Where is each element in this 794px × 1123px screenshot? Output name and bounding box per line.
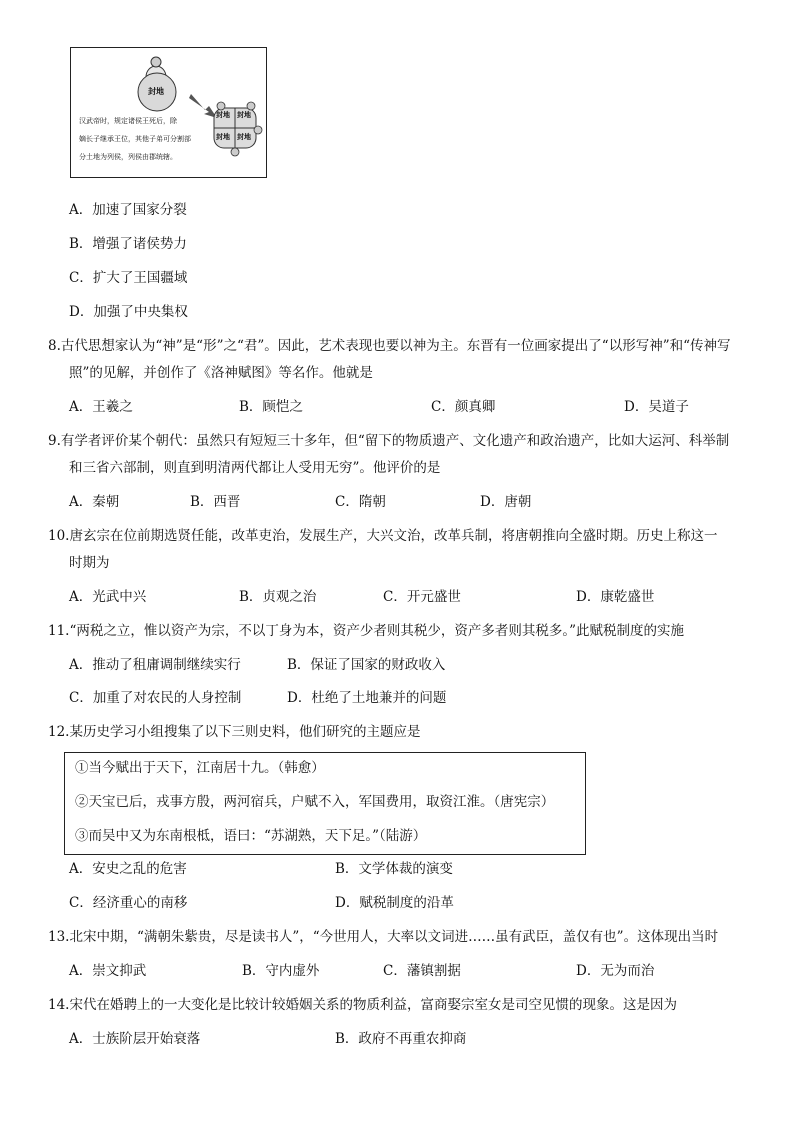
fief-cell-label: 封地	[237, 110, 251, 119]
lord-head-icon	[151, 57, 161, 67]
q9-option-c: C．隋朝	[335, 494, 386, 510]
q10-option-c: C．开元盛世	[383, 589, 461, 605]
figure-caption-line: 嫡长子继承王位，其他子弟可分割部	[79, 135, 191, 143]
q12-source: ③而吴中又为东南根柢，语曰：“苏湖熟，天下足。”（陆游）	[75, 828, 427, 844]
q9-stem: 9.有学者评价某个朝代：虽然只有短短三十多年，但“留下的物质遗产、文化遗产和政治遗产，比如大运河、科举制	[48, 433, 730, 449]
q13-stem: 13.北宋中期，“满朝朱紫贵，尽是读书人”，“今世用人，大率以文词进……虽有武臣，盖仅有也”。这体现出当时	[48, 929, 719, 945]
q14-option-b: B．政府不再重农抑商	[335, 1031, 467, 1047]
fief-label: 封地	[148, 86, 164, 96]
q11-stem: 11.“两税之立，惟以资产为宗，不以丁身为本，资产少者则其税少，资产多者则其税多。”此赋税制度的实施	[48, 623, 685, 639]
figure-caption-line: 汉武帝时，规定诸侯王死后，除	[79, 117, 177, 125]
q10-stem-cont: 时期为	[69, 555, 110, 571]
q14-option-a: A．士族阶层开始衰落	[69, 1031, 201, 1047]
q10-option-a: A．光武中兴	[69, 589, 147, 605]
q9-option-b: B．西晋	[190, 494, 241, 510]
q12-option-d: D．赋税制度的沿革	[335, 895, 454, 911]
fief-cell-label: 封地	[237, 132, 251, 141]
q8-option-d: D．吴道子	[624, 399, 689, 415]
q7-option-a: A．加速了国家分裂	[69, 202, 187, 218]
q10-option-d: D．康乾盛世	[576, 589, 655, 605]
fief-cell-label: 封地	[216, 132, 230, 141]
q10-option-b: B．贞观之治	[239, 589, 317, 605]
q10-stem: 10.唐玄宗在位前期选贤任能，改革吏治，发展生产，大兴文治，改革兵制，将唐朝推向全盛时期。历史上称这一	[48, 528, 718, 544]
fief-cell-label: 封地	[216, 110, 230, 119]
figure-caption-line: 分土地为列侯，列侯由郡统辖。	[79, 153, 177, 161]
q13-option-a: A．崇文抑武	[69, 963, 147, 979]
q11-option-c: C．加重了对农民的人身控制	[69, 690, 242, 706]
q11-option-a: A．推动了租庸调制继续实行	[69, 657, 241, 673]
q12-source: ①当今赋出于天下，江南居十九。（韩愈）	[75, 760, 325, 776]
q12-source-box	[64, 752, 586, 855]
q9-option-a: A．秦朝	[69, 494, 120, 510]
q12-option-c: C．经济重心的南移	[69, 895, 188, 911]
q9-stem-cont: 和三省六部制，则直到明清两代都让人受用无穷”。他评价的是	[69, 460, 441, 476]
q12-option-b: B．文学体裁的演变	[335, 861, 453, 877]
arrow-icon	[189, 94, 217, 118]
q7-option-d: D．加强了中央集权	[69, 304, 188, 320]
q12-source: ②天宝已后，戎事方殷，两河宿兵，户赋不入，军国费用，取资江淮。（唐宪宗）	[75, 794, 555, 810]
q8-option-a: A．王羲之	[69, 399, 133, 415]
question-7-figure	[70, 47, 267, 178]
q13-option-c: C．藩镇割据	[383, 963, 461, 979]
q11-option-b: B．保证了国家的财政收入	[287, 657, 446, 673]
q12-option-a: A．安史之乱的危害	[69, 861, 187, 877]
q11-option-d: D．杜绝了土地兼并的问题	[287, 690, 447, 706]
q13-option-b: B．守内虚外	[242, 963, 320, 979]
q7-option-c: C．扩大了王国疆域	[69, 270, 188, 286]
q8-option-b: B．顾恺之	[239, 399, 303, 415]
q13-option-d: D．无为而治	[576, 963, 655, 979]
q12-stem: 12.某历史学习小组搜集了以下三则史料，他们研究的主题应是	[48, 724, 421, 740]
q8-stem: 8.古代思想家认为“神”是“形”之“君”。因此，艺术表现也要以神为主。东晋有一位画家提出了“以形写神”和“传神写	[48, 338, 731, 354]
q14-stem: 14.宋代在婚聘上的一大变化是比较计较婚姻关系的物质利益，富商娶宗室女是司空见惯的现象。这是因为	[48, 997, 677, 1013]
q9-option-d: D．唐朝	[480, 494, 532, 510]
q8-stem-cont: 照”的见解，并创作了《洛神赋图》等名作。他就是	[69, 365, 373, 381]
q8-option-c: C．颜真卿	[431, 399, 496, 415]
q7-option-b: B．增强了诸侯势力	[69, 236, 187, 252]
